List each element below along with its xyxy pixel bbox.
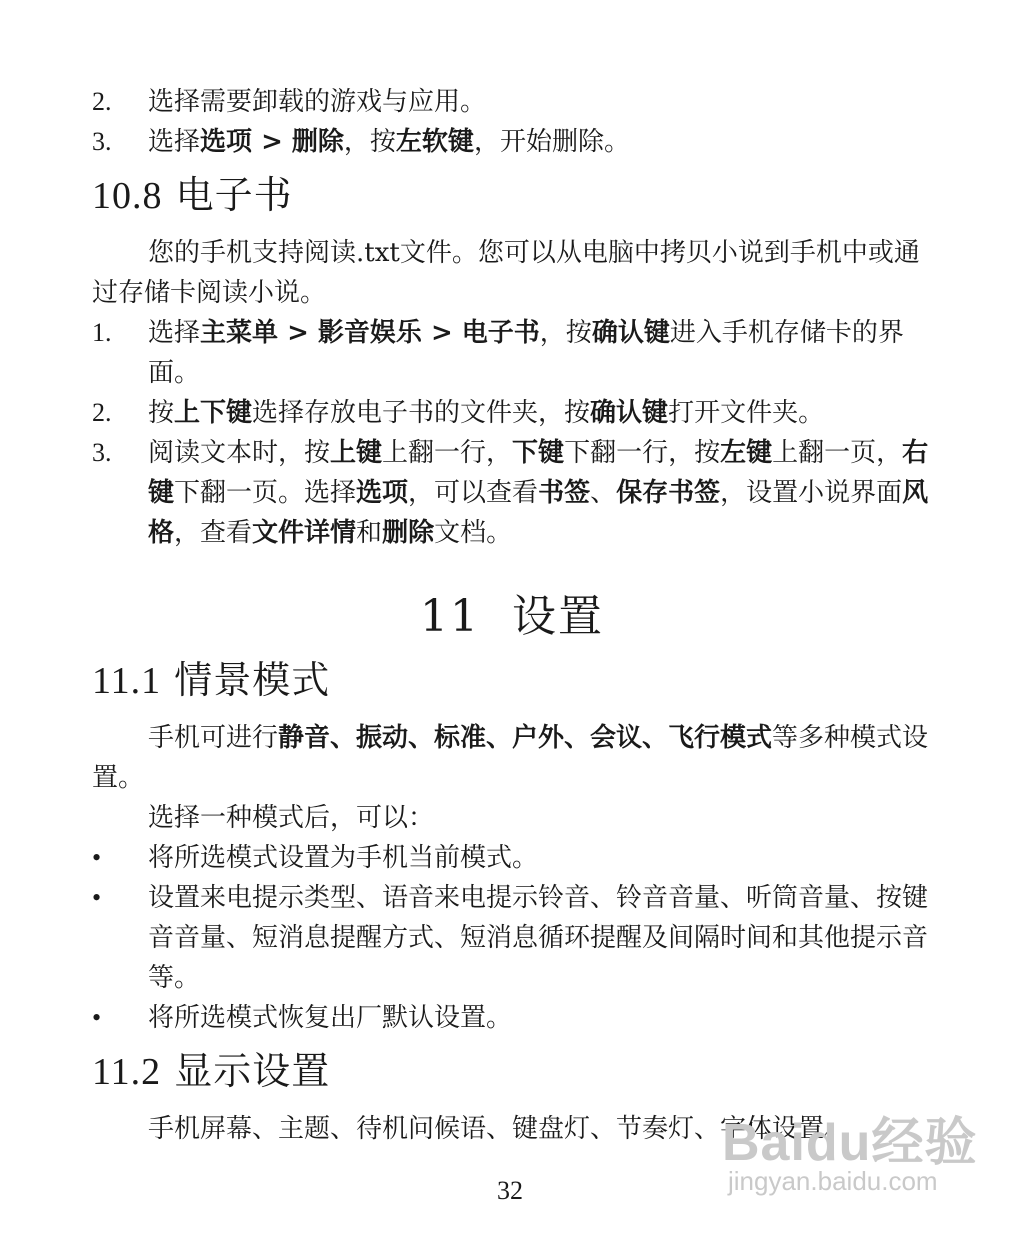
list-item-uninstall-2 xyxy=(92,82,932,122)
bullet-item xyxy=(92,838,932,878)
page-content xyxy=(92,82,932,1149)
bold-term: 书签 xyxy=(538,478,591,508)
text: ，按 xyxy=(343,127,396,157)
bold-term: 选项 > 删除 xyxy=(200,127,344,157)
bold-term: 下键 xyxy=(512,438,565,468)
profiles-intro xyxy=(92,718,932,798)
text: 按 xyxy=(148,398,175,428)
bold-term: 删除 xyxy=(382,518,435,548)
bold-term: 上键 xyxy=(330,438,383,468)
section-heading-11-1 xyxy=(92,653,932,708)
section-title: 显示设置 xyxy=(174,1049,331,1093)
section-title: 情景模式 xyxy=(174,658,331,702)
text: 进入手机存储卡的界面。 xyxy=(148,318,904,388)
text: 下翻一页。选择 xyxy=(174,478,357,508)
section-heading-10-8 xyxy=(92,168,932,223)
bold-term: 上下键 xyxy=(174,398,253,428)
section-number: 11.1 xyxy=(92,660,162,702)
bold-term: 左键 xyxy=(720,438,773,468)
text: ，按 xyxy=(539,318,592,348)
baidu-watermark xyxy=(722,1100,978,1210)
text: 选择 xyxy=(148,127,201,157)
list-item-uninstall-3 xyxy=(92,122,932,162)
text: ，可以查看 xyxy=(408,478,539,508)
text: 文档。 xyxy=(434,518,513,548)
text: 打开文件夹。 xyxy=(668,398,825,428)
ebook-intro: 您的手机支持阅读.txt文件。您可以从电脑中拷贝小说到手机中或通过存储卡阅读小说。 xyxy=(92,238,920,308)
text: 上翻一行， xyxy=(382,438,513,468)
section-title: 电子书 xyxy=(175,173,293,217)
text: 等多种模式设置。 xyxy=(92,723,929,793)
text: 选择 xyxy=(148,318,201,348)
text: ，开始删除。 xyxy=(473,127,630,157)
bullet-item xyxy=(92,998,932,1038)
list-text: 选择需要卸载的游戏与应用。 xyxy=(148,87,487,117)
text: 、 xyxy=(590,478,617,508)
list-number: 1. xyxy=(92,318,112,347)
bullet-text: 将所选模式设置为手机当前模式。 xyxy=(148,843,539,873)
bold-term: 静音、振动、标准、户外、会议、飞行模式 xyxy=(278,723,773,753)
bullet-item xyxy=(92,878,932,998)
list-number: 3. xyxy=(92,127,112,156)
text: 选择存放电子书的文件夹，按 xyxy=(252,398,591,428)
chapter-number: 11 xyxy=(420,591,480,642)
list-item-ebook-1 xyxy=(92,313,932,393)
profiles-after: 选择一种模式后，可以： xyxy=(148,803,435,833)
bold-term: 右键 xyxy=(148,438,929,508)
bullet-text: 设置来电提示类型、语音来电提示铃音、铃音音量、听筒音量、按键音音量、短消息提醒方式、短消息循环提醒及间隔时间和其他提示音等。 xyxy=(148,883,929,993)
bold-term: 文件详情 xyxy=(252,518,357,548)
list-number: 3. xyxy=(92,438,112,467)
bold-term: 确认键 xyxy=(590,398,669,428)
text: ，设置小说界面 xyxy=(720,478,903,508)
bullet-icon: • xyxy=(92,1003,102,1032)
bullet-icon: • xyxy=(92,843,102,872)
watermark-brand: Baidu经验 xyxy=(722,1114,978,1172)
list-item-ebook-2 xyxy=(92,393,932,433)
list-item-ebook-3 xyxy=(92,433,932,553)
list-number: 2. xyxy=(92,87,112,116)
text: 下翻一行，按 xyxy=(564,438,721,468)
bold-term: 确认键 xyxy=(591,318,670,348)
watermark-url: jingyan.baidu.com xyxy=(728,1166,938,1196)
chapter-title: 设置 xyxy=(511,591,604,642)
text: ，查看 xyxy=(174,518,253,548)
bold-term: 主菜单 > 影音娱乐 > 电子书 xyxy=(200,318,540,348)
section-heading-11-2 xyxy=(92,1044,932,1099)
text: 手机可进行 xyxy=(148,723,279,753)
text: 和 xyxy=(356,518,383,548)
section-number: 10.8 xyxy=(92,175,163,217)
bullet-icon: • xyxy=(92,883,102,912)
text: 阅读文本时，按 xyxy=(148,438,331,468)
list-number: 2. xyxy=(92,398,112,427)
text: 上翻一页， xyxy=(772,438,903,468)
bold-term: 左软键 xyxy=(395,127,474,157)
bold-term: 保存书签 xyxy=(616,478,721,508)
page-number: 32 xyxy=(497,1176,523,1205)
bullet-text: 将所选模式恢复出厂默认设置。 xyxy=(148,1003,513,1033)
display-intro: 手机屏幕、主题、待机问候语、键盘灯、节奏灯、字体设置。 xyxy=(148,1114,851,1144)
bold-term: 风格 xyxy=(148,478,929,548)
chapter-heading-11 xyxy=(92,587,932,647)
section-number: 11.2 xyxy=(92,1051,162,1093)
bold-term: 选项 xyxy=(356,478,409,508)
